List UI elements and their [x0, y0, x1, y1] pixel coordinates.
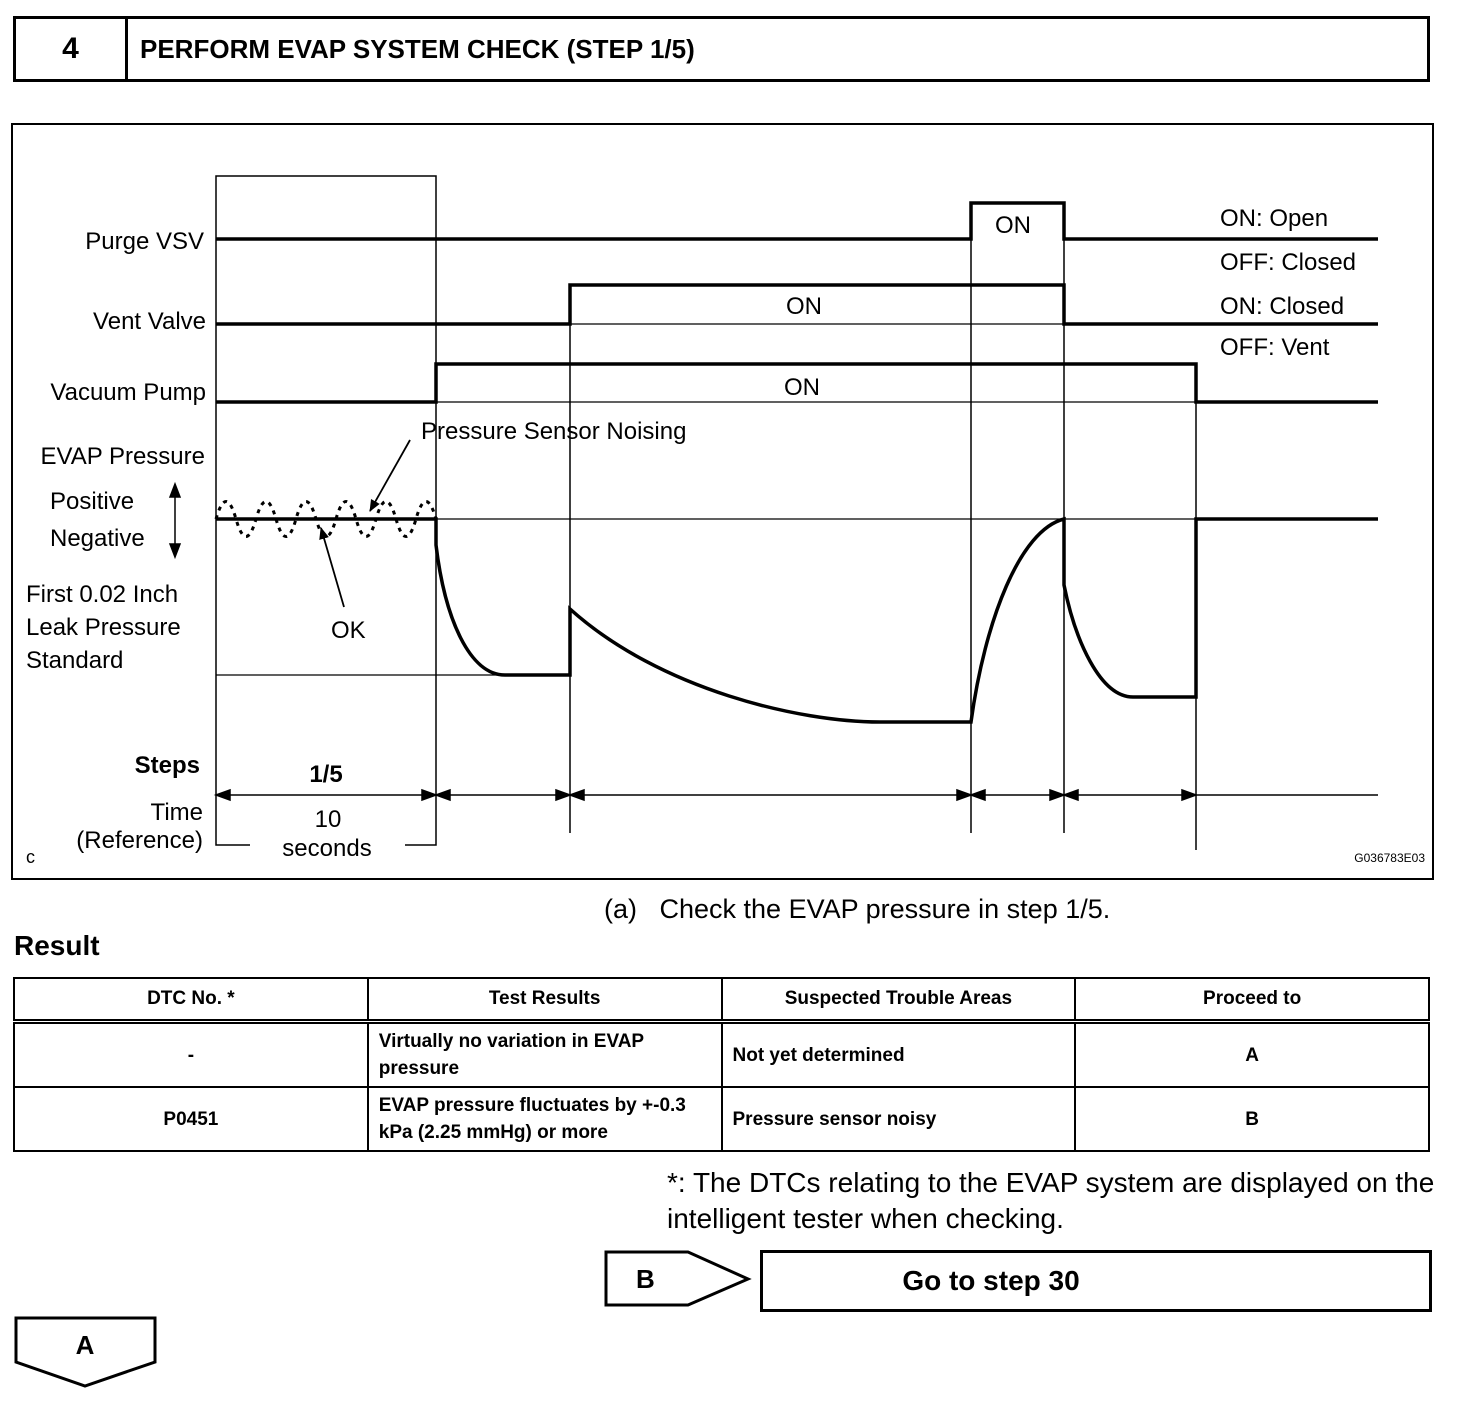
table-row: [14, 1087, 1429, 1151]
table-row: [14, 1022, 1429, 1088]
step-header: [13, 16, 1430, 82]
step-dividers: [216, 176, 1196, 850]
result-table: [13, 977, 1430, 1152]
purge-vsv-label: Purge VSV: [85, 228, 204, 255]
reference-label: (Reference): [76, 827, 203, 854]
trouble-area-cell: Pressure sensor noisy: [722, 1087, 1076, 1151]
negative-label: Negative: [50, 525, 145, 552]
branch-b-label: B: [636, 1264, 655, 1294]
proceed-cell: A: [1075, 1022, 1429, 1088]
column-header: DTC No. *: [14, 978, 368, 1022]
trouble-area-cell: Not yet determined: [722, 1022, 1076, 1088]
evap-pressure-label: EVAP Pressure: [40, 443, 205, 470]
footnote: *: The DTCs relating to the EVAP system are displayed on the intelligent tester when checking.: [667, 1167, 1435, 1234]
leak-standard-line2: Leak Pressure: [26, 614, 181, 641]
column-header: Test Results: [368, 978, 722, 1022]
noise-pointer: [370, 440, 410, 511]
vent-valve-label: Vent Valve: [93, 308, 206, 335]
noise-annotation: Pressure Sensor Noising: [421, 418, 687, 445]
timing-diagram: [11, 123, 1434, 880]
step-title: PERFORM EVAP SYSTEM CHECK (STEP 1/5): [140, 33, 695, 64]
dtc-cell: -: [14, 1022, 368, 1088]
dtc-cell: P0451: [14, 1087, 368, 1151]
step-number: 4: [16, 19, 128, 79]
table-header-row: [14, 978, 1429, 1022]
legend-vent-off: OFF: Vent: [1220, 334, 1330, 361]
legend-vent-on: ON: Closed: [1220, 293, 1345, 320]
test-result-cell: Virtually no variation in EVAP pressure: [368, 1022, 722, 1088]
timing-diagram-svg: [11, 123, 1434, 880]
branch-b-arrow[interactable]: [604, 1250, 754, 1308]
time-value: 10: [314, 806, 342, 833]
pump-on-label: ON: [784, 374, 820, 401]
leak-standard-line3: Standard: [26, 647, 124, 674]
time-unit: seconds: [282, 835, 372, 862]
step-value: 1/5: [309, 761, 343, 788]
vacuum-pump-label: Vacuum Pump: [50, 379, 206, 406]
leak-standard-line1: First 0.02 Inch: [26, 581, 179, 608]
evap-pressure-curve: [216, 519, 1378, 722]
positive-label: Positive: [50, 488, 135, 515]
caption: (a) Check the EVAP pressure in step 1/5.: [604, 894, 1111, 924]
column-header: Suspected Trouble Areas: [722, 978, 1076, 1022]
vent-on-label: ON: [786, 293, 822, 320]
purge-on-label: ON: [995, 212, 1031, 239]
proceed-cell: B: [1075, 1087, 1429, 1151]
time-label: Time: [150, 799, 203, 826]
purge-vsv-signal: [216, 203, 1378, 239]
go-to-step-button[interactable]: Go to step 30: [760, 1250, 1432, 1312]
test-result-cell: EVAP pressure fluctuates by +-0.3 kPa (2.25 mmHg) or more: [368, 1087, 722, 1151]
branch-a-label: A: [75, 1330, 95, 1360]
corner-mark: c: [26, 847, 35, 867]
ok-annotation: OK: [331, 617, 366, 644]
figure-id: G036783E03: [1354, 851, 1425, 865]
positive-negative-arrows: [170, 484, 180, 557]
branch-a-arrow[interactable]: [14, 1316, 160, 1390]
legend-purge-on: ON: Open: [1220, 205, 1329, 232]
legend-purge-off: OFF: Closed: [1220, 249, 1357, 276]
result-title: Result: [14, 930, 100, 961]
ok-pointer: [321, 528, 344, 607]
steps-label: Steps: [134, 752, 200, 779]
time-arrows: [216, 790, 1378, 800]
column-header: Proceed to: [1075, 978, 1429, 1022]
